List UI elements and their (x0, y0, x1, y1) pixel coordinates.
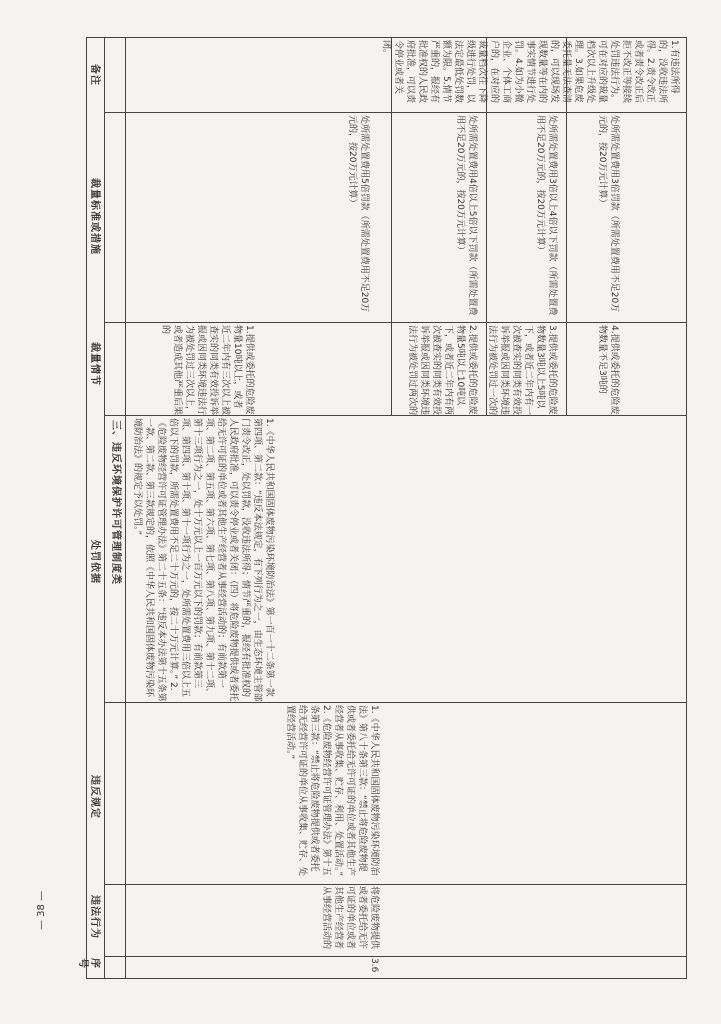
standard-level-4: 处所需处置费用3倍罚款（所需处置费用不足20万元的，按20万元计算） (597, 115, 619, 313)
header-circumstance: 裁量情节 (89, 342, 100, 386)
header-basis: 处罚依据 (89, 540, 100, 584)
page-number: — 38 — (36, 890, 47, 930)
standard-level-2: 处所需处置费用4倍以上5倍以下罚款（所需处置费用不足20万元的，按20万元计算） (455, 115, 477, 316)
penalty-basis: 1.《中华人民共和国固体废物污染环境防治法》第一百一十二条第一款第四项、第二款：“违反本法规定，有下列行为之一，由生态环境主管部门责令改正，处以罚款，没收违法所得；情节严重的，报经有批准权的人民政府批准，可以责令停业或者关闭：（四）将危险废物提供或者委托给无许可证的单位或者其他生产经营者从事经营活动的；有前款第一项、第二项、第五项、第六项、第七项、第八项、第九项、第十二项、第十三项行为之一，处十万元以上一百万元以下的罚款；有前款第三项、第四项、第十项、第十一项行为之一，处所需处置费用三倍以上五倍以下的罚款，所需处置费用不足二十万元的，按二十万元计算。” 2.《危险废物经营许可证管理办法》第二十五条：“违反本办法第十五条第一款、第二款、第三款规定的，依照《中华人民共和国固体废物污染环境防治法》的规定予以处罚。” (132, 418, 274, 702)
table-title: 三、违反环境保护许可管理制度类 (110, 420, 121, 585)
circumstance-level-1: 1.提供或委托的危险废物量10吨以上，或者近二年内有三次以上被查实的同类有效投诉举报或因同类环境违法行为被处罚过三次以上，或者造成其他严重后果的 (160, 325, 254, 416)
col-rule-standard (104, 112, 687, 113)
header-no: 序号 (77, 958, 100, 969)
col-rule-no (104, 956, 687, 957)
table-border-left (86, 37, 87, 979)
header-column-rule (104, 37, 105, 979)
title-band-rule (125, 37, 126, 979)
row-number: 3.6 (369, 958, 379, 973)
circumstance-level-2: 2.提供或委托的危险废物量5吨以上10吨以下，或者近二年内有两次被查实的同类有效投诉举报或因同类环境违法行为被处罚过两次的 (407, 325, 477, 416)
table-border-bottom (86, 978, 687, 979)
violated-rule: 1.《中华人民共和国固体废物污染环境防治法》第八十条第三款：“禁止将危险废物提供或者委托给无许可证的单位或者其他生产经营者从事收集、贮存、利用、处置活动。” 2.《危险废物经营许可证管理办法》第十五条第三款：“禁止将危险废物提供或者委托给无经营许可证的单位从事收集、贮存、处置经营活动。” (285, 705, 379, 877)
note-text: 1.有违法所得的，没收违法所得。2.责令改正或者责令改正后拒不改正等接续处罚违法行为。可在对应的裁量档次以上升级处理。3.如果危废委托量无法查清的，可以现场发现数量等在内的事实情节进行处罚。4.如为小微企业、个体工商户的，在对应的裁量档次往下降级进行处罚，以法定最低处罚数额为限。5.情节严重的，报经有批准权的人民政府批准，可以责令停业或者关闭。 (381, 40, 679, 104)
header-rule: 违反规定 (89, 775, 100, 819)
header-standard: 裁量标准或措施 (89, 178, 100, 255)
standard-level-3: 处所需处置费用3倍以上4倍以下罚款（所需处置费用不足20万元的，按20万元计算） (535, 115, 557, 316)
violation-act: 将危险废物提供或者委托给无许可证的单位或者其他生产经营者从事经营活动的 (321, 886, 379, 950)
header-note: 备注 (89, 64, 100, 86)
header-act: 违法行为 (89, 895, 100, 939)
standard-level-1: 处所需处置费用5倍罚款（所需处置费用不足20万元的，按20万元计算） (347, 115, 369, 313)
col-rule-basis (104, 415, 687, 416)
table-border-top (86, 37, 687, 38)
table-border-right (686, 37, 687, 979)
col-rule-act (104, 884, 687, 885)
circumstance-level-3: 3.提供或委托的危险废物数量3吨以上5吨以下，或者近二年内有一次被查实的同类有效投诉举报或因同类环境违法行为被处罚过一次的 (487, 325, 557, 416)
col-rule-circumstance (104, 322, 687, 323)
circumstance-level-4: 4.提供或委托的危险废物数量不足3吨的 (597, 325, 619, 415)
